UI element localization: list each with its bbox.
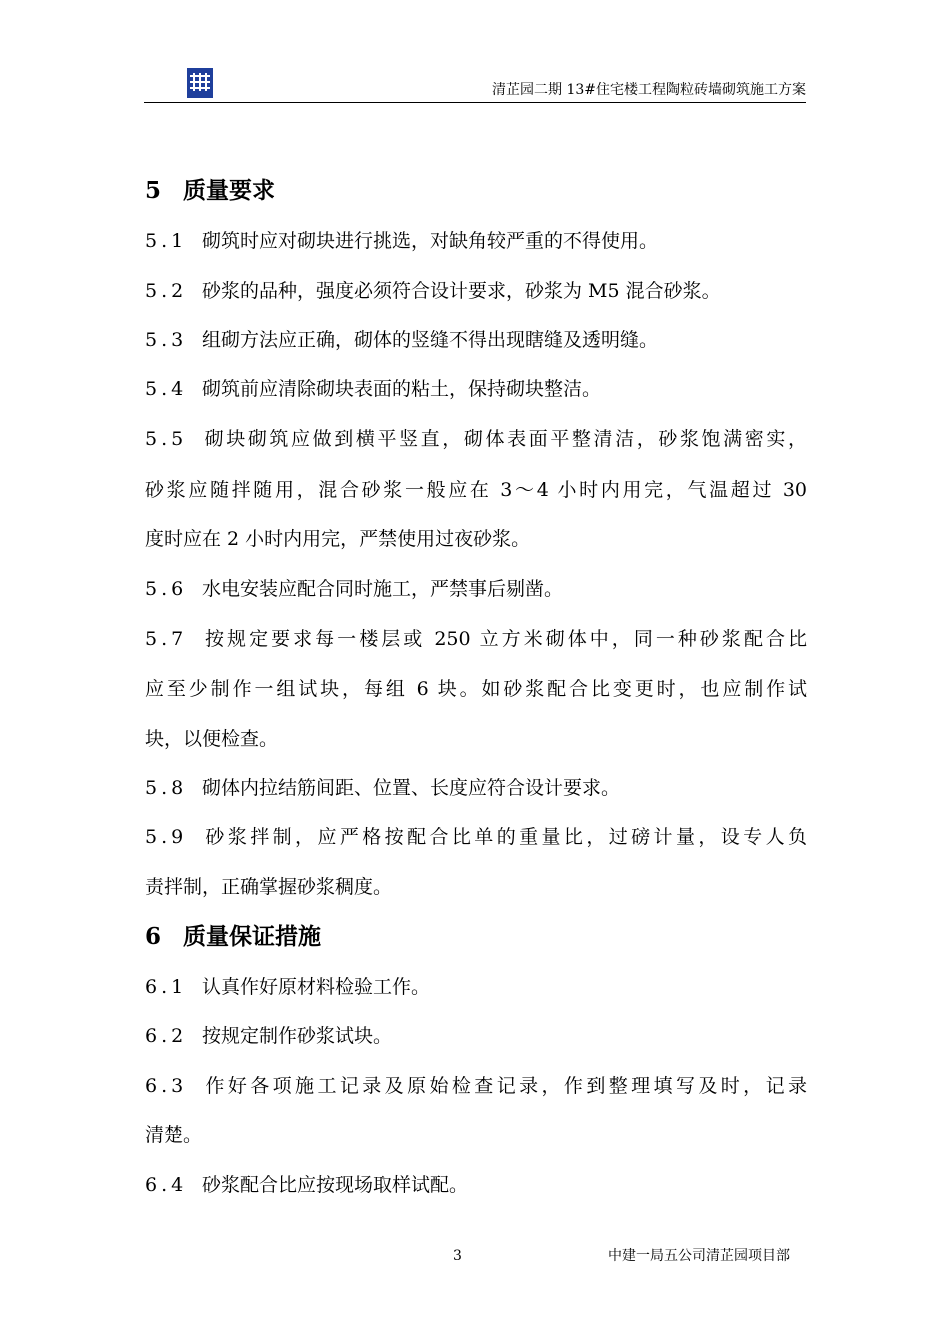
item-text: 砂浆配合比应按现场取样试配。 — [202, 1174, 469, 1196]
list-item-5-6 — [145, 575, 807, 603]
item-number: 5.2 — [145, 280, 188, 302]
item-number: 5.1 — [145, 230, 188, 252]
list-item-5-3 — [145, 326, 807, 354]
company-logo-icon — [187, 68, 213, 98]
item-text: 砌块砌筑应做到横平竖直，砌体表面平整清洁，砂浆饱满密实， — [202, 428, 807, 450]
item-text: 砌筑前应清除砌块表面的粘土，保持砌块整洁。 — [202, 378, 602, 400]
item-number: 5.8 — [145, 777, 188, 799]
item-number: 5.9 — [145, 826, 188, 848]
list-item-5-9-continuation: 责拌制，正确掌握砂浆稠度。 — [145, 876, 393, 898]
header-title: 清芷园二期 13#住宅楼工程陶粒砖墙砌筑施工方案 — [492, 82, 806, 98]
section-title: 质量要求 — [183, 177, 275, 204]
list-item-5-1 — [145, 227, 807, 255]
item-number: 6.1 — [145, 976, 188, 998]
list-item-5-5 — [145, 425, 807, 453]
list-item-5-9 — [145, 823, 807, 851]
section-title: 质量保证措施 — [183, 923, 321, 950]
item-text: 砌筑时应对砌块进行挑选，对缺角较严重的不得使用。 — [202, 230, 659, 252]
list-item-6-1 — [145, 973, 807, 1001]
list-item-5-4 — [145, 375, 807, 403]
list-item-6-3 — [145, 1072, 807, 1100]
section-number: 6 — [145, 923, 162, 950]
item-number: 6.2 — [145, 1025, 188, 1047]
item-text: 组砌方法应正确，砌体的竖缝不得出现瞎缝及透明缝。 — [202, 329, 659, 351]
section-heading-6 — [145, 922, 321, 952]
list-item-6-2 — [145, 1022, 807, 1050]
footer-organization: 中建一局五公司清芷园项目部 — [608, 1248, 790, 1264]
item-number: 5.5 — [145, 428, 188, 450]
header-divider — [144, 102, 806, 103]
item-text: 砂浆的品种，强度必须符合设计要求，砂浆为 M5 混合砂浆。 — [202, 280, 721, 302]
list-item-5-7-continuation: 块，以便检查。 — [145, 728, 279, 750]
item-text: 作好各项施工记录及原始检查记录，作到整理填写及时，记录 — [202, 1075, 807, 1097]
list-item-6-4 — [145, 1171, 807, 1199]
list-item-5-8 — [145, 774, 807, 802]
section-heading-5 — [145, 176, 275, 206]
list-item-5-7-continuation: 应至少制作一组试块，每组 6 块。如砂浆配合比变更时，也应制作试 — [145, 678, 807, 700]
item-number: 6.3 — [145, 1075, 188, 1097]
item-text: 砌体内拉结筋间距、位置、长度应符合设计要求。 — [202, 777, 621, 799]
page-number: 3 — [453, 1248, 462, 1264]
item-text: 按规定制作砂浆试块。 — [202, 1025, 393, 1047]
item-text: 砂浆拌制，应严格按配合比单的重量比，过磅计量，设专人负 — [202, 826, 807, 848]
item-number: 5.3 — [145, 329, 188, 351]
list-item-6-3-continuation: 清楚。 — [145, 1124, 203, 1146]
item-number: 5.6 — [145, 578, 188, 600]
item-text: 水电安装应配合同时施工，严禁事后剔凿。 — [202, 578, 564, 600]
list-item-5-7 — [145, 625, 807, 653]
section-number: 5 — [145, 177, 162, 204]
item-number: 6.4 — [145, 1174, 188, 1196]
list-item-5-5-continuation: 度时应在 2 小时内用完，严禁使用过夜砂浆。 — [145, 528, 531, 550]
item-text: 按规定要求每一楼层或 250 立方米砌体中，同一种砂浆配合比 — [202, 628, 807, 650]
item-number: 5.7 — [145, 628, 188, 650]
list-item-5-2 — [145, 277, 807, 305]
item-text: 认真作好原材料检验工作。 — [202, 976, 431, 998]
list-item-5-5-continuation: 砂浆应随拌随用，混合砂浆一般应在 3～4 小时内用完，气温超过 30 — [145, 479, 807, 501]
item-number: 5.4 — [145, 378, 188, 400]
